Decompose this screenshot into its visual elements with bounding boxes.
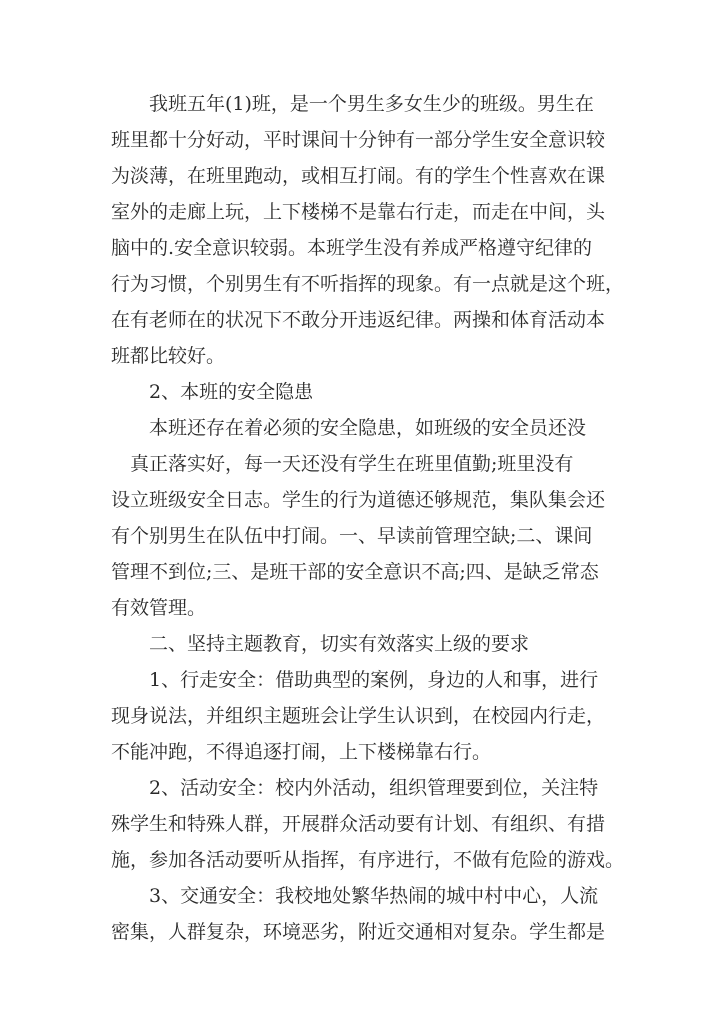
text-line: 行为习惯，个别男生有不听指挥的现象。有一点就是这个班， [111, 273, 625, 295]
text-line: 我班五年(1)班，是一个男生多女生少的班级。男生在 [149, 93, 594, 115]
text-line: 室外的走廊上玩，上下楼梯不是靠右行走，而走在中间，头 [111, 201, 606, 223]
text-line: 脑中的.安全意识较弱。本班学生没有养成严格遵守纪律的 [111, 237, 593, 259]
text-line: 2、活动安全：校内外活动，组织管理要到位，关注特 [149, 777, 599, 799]
text-line: 有个别男生在队伍中打闹。一、早读前管理空缺;二、课间 [111, 525, 593, 547]
text-line: 在有老师在的状况下不敢分开违返纪律。两操和体育活动本 [111, 309, 606, 331]
text-line: 有效管理。 [111, 597, 207, 619]
text-line: 殊学生和特殊人群，开展群众活动要有计划、有组织、有措 [111, 813, 606, 835]
text-line: 本班还存在着必须的安全隐患，如班级的安全员还没 [149, 417, 587, 439]
text-line: 设立班级安全日志。学生的行为道德还够规范，集队集会还 [111, 489, 606, 511]
text-line: 密集，人群复杂，环境恶劣，附近交通相对复杂。学生都是 [111, 921, 606, 943]
text-line: 不能冲跑，不得追逐打闹，上下楼梯靠右行。 [111, 741, 492, 763]
text-line: 施，参加各活动要听从指挥，有序进行，不做有危险的游戏。 [111, 849, 625, 871]
text-line: 1、行走安全：借助典型的案例，身边的人和事，进行 [149, 669, 599, 691]
text-line: 现身说法，并组织主题班会让学生认识到，在校园内行走， [111, 705, 606, 727]
text-line: 3、交通安全：我校地处繁华热闹的城中村中心，人流 [149, 885, 599, 907]
section-heading: 2、本班的安全隐患 [149, 381, 314, 403]
text-line: 真正落实好，每一天还没有学生在班里值勤;班里没有 [130, 453, 574, 475]
text-line: 班都比较好。 [111, 345, 226, 367]
text-line: 管理不到位;三、是班干部的安全意识不高;四、是缺乏常态 [111, 561, 599, 583]
text-line: 班里都十分好动，平时课间十分钟有一部分学生安全意识较 [111, 129, 606, 151]
section-heading: 二、坚持主题教育，切实有效落实上级的要求 [149, 633, 530, 655]
text-line: 为淡薄，在班里跑动，或相互打闹。有的学生个性喜欢在课 [111, 165, 606, 187]
